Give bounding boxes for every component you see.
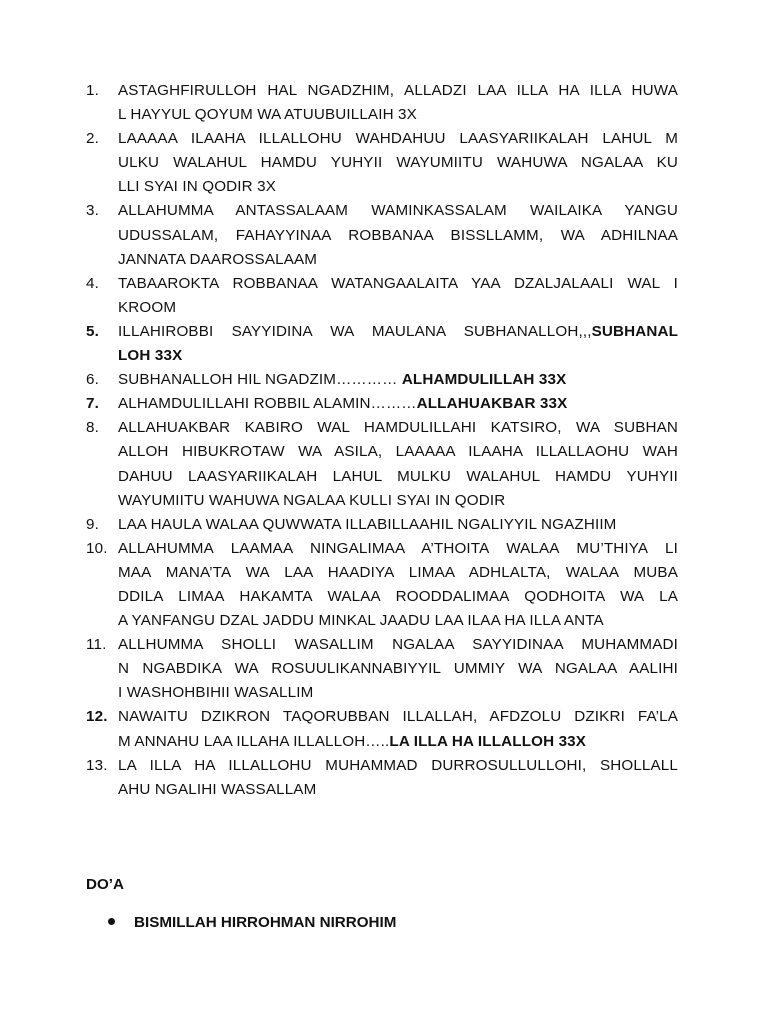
list-item-line: A YANFANGU DZAL JADDU MINKAL JAADU LAA ILAA HA ILLA ANTA — [118, 612, 604, 630]
list-item — [86, 633, 678, 705]
list-item-number: 11. — [86, 636, 107, 654]
list-item-line: I WASHOHBIHII WASALLIM — [118, 684, 314, 702]
bold-count-label: SUBHANAL — [591, 322, 678, 340]
list-item-line: ALLOH HIBUKROTAW WA ASILA, LAAAAA ILAAHA ILLALLAOHU WAH — [118, 443, 678, 461]
list-item-line: ULKU WALAHUL HAMDU YUHYII WAYUMIITU WAHUWA NGALAA KU — [118, 154, 678, 172]
doa-bullet-text: BISMILLAH HIRROHMAN NIRROHIM — [134, 914, 397, 931]
list-item-line: LLI SYAI IN QODIR 3X — [118, 178, 277, 196]
list-item — [86, 79, 678, 127]
list-item-line: MAA MANA’TA WA LAA HAADIYA LIMAA ADHLALTA, WALAA MUBA — [118, 563, 678, 581]
list-item-line: SUBHANALLOH HIL NGADZIM………… ALHAMDULILLAH 33X — [118, 371, 567, 389]
list-item — [86, 368, 678, 392]
list-item-line: NAWAITU DZIKRON TAQORUBBAN ILLALLAH, AFDZOLU DZIKRI FA’LA — [118, 708, 678, 726]
list-item-line: JANNATA DAAROSSALAAM — [118, 250, 318, 268]
list-item — [86, 705, 678, 753]
list-item-line: ALHAMDULILLAHI ROBBIL ALAMIN………ALLAHUAKBAR 33X — [118, 395, 568, 413]
list-item — [86, 392, 678, 416]
list-item-line: DDILA LIMAA HAKAMTA WALAA ROODDALIMAA QODHOITA WA LA — [118, 587, 678, 605]
list-item — [86, 320, 678, 368]
list-item-line: L HAYYUL QOYUM WA ATUUBUILLAIH 3X — [118, 106, 417, 124]
list-item-line: ASTAGHFIRULLOH HAL NGADZHIM, ALLADZI LAA ILLA HA ILLA HUWA — [118, 82, 678, 99]
list-item-line: N NGABDIKA WA ROSUULIKANNABIYYIL UMMIY WA NGALAA AALIHI — [118, 660, 678, 678]
list-item-line: KROOM — [118, 298, 177, 316]
list-item-line: UDUSSALAM, FAHAYYINAA ROBBANAA BISSLLAMM, WA ADHILNAA — [118, 226, 678, 244]
list-item-number: 4. — [86, 274, 99, 292]
list-item — [86, 127, 678, 199]
dzikir-list — [86, 79, 678, 802]
list-item — [86, 199, 678, 271]
list-item-number: 10. — [86, 539, 108, 557]
bold-count-label: LA ILLA HA ILLALLOH 33X — [389, 732, 587, 750]
list-item-number: 6. — [86, 371, 99, 389]
list-item-number: 7. — [86, 395, 99, 413]
list-item-line: ALLAHUMMA ANTASSALAAM WAMINKASSALAM WAILAIKA YANGU — [118, 202, 678, 220]
list-item — [86, 416, 678, 512]
doa-heading: DO’A — [86, 876, 124, 893]
list-item — [86, 513, 678, 537]
list-item-number: 8. — [86, 419, 99, 437]
list-item-line: ALLAHUMMA LAAMAA NINGALIMAA A’THOITA WALAA MU’THIYA LI — [118, 539, 678, 557]
list-item — [86, 754, 678, 802]
list-item-number: 3. — [86, 202, 99, 220]
list-item-line: LAA HAULA WALAA QUWWATA ILLABILLAAHIL NGALIYYIL NGAZHIIM — [118, 515, 617, 533]
list-item-number: 13. — [86, 756, 108, 774]
list-item — [86, 272, 678, 320]
list-item — [86, 537, 678, 633]
list-item-number: 1. — [86, 82, 99, 99]
bold-count-label: ALLAHUAKBAR 33X — [416, 395, 568, 413]
list-item-line: DAHUU LAASYARIIKALAH LAHUL MULKU WALAHUL HAMDU YUHYII — [118, 467, 678, 485]
list-item-line: M ANNAHU LAA ILLAHA ILLALLOH…..LA ILLA HA ILLALLOH 33X — [118, 732, 587, 750]
doa-bullet-item — [108, 914, 396, 931]
list-item-number: 2. — [86, 130, 99, 148]
list-item-line: ALLHUMMA SHOLLI WASALLIM NGALAA SAYYIDINAA MUHAMMADI — [118, 636, 678, 654]
list-item-line: LA ILLA HA ILLALLOHU MUHAMMAD DURROSULLULLOHI, SHOLLALL — [118, 756, 678, 774]
list-item-line: LOH 33X — [118, 347, 183, 365]
bold-count-label: ALHAMDULILLAH 33X — [401, 371, 567, 389]
list-item-line: LAAAAA ILAAHA ILLALLOHU WAHDAHUU LAASYARIIKALAH LAHUL M — [118, 130, 678, 148]
list-item-line: ILLAHIROBBI SAYYIDINA WA MAULANA SUBHANALLOH,,,SUBHANAL — [118, 322, 678, 340]
list-item-line: AHU NGALIHI WASSALLAM — [118, 780, 317, 798]
bullet-icon — [108, 918, 115, 925]
list-item-number: 5. — [86, 322, 99, 340]
list-item-line: ALLAHUAKBAR KABIRO WAL HAMDULILLAHI KATSIRO, WA SUBHAN — [118, 419, 678, 437]
list-item-line: WAYUMIITU WAHUWA NGALAA KULLI SYAI IN QODIR — [118, 491, 506, 509]
list-item-number: 9. — [86, 515, 99, 533]
list-item-number: 12. — [86, 708, 108, 726]
list-item-line: TABAAROKTA ROBBANAA WATANGAALAITA YAA DZALJALAALI WAL I — [118, 274, 678, 292]
